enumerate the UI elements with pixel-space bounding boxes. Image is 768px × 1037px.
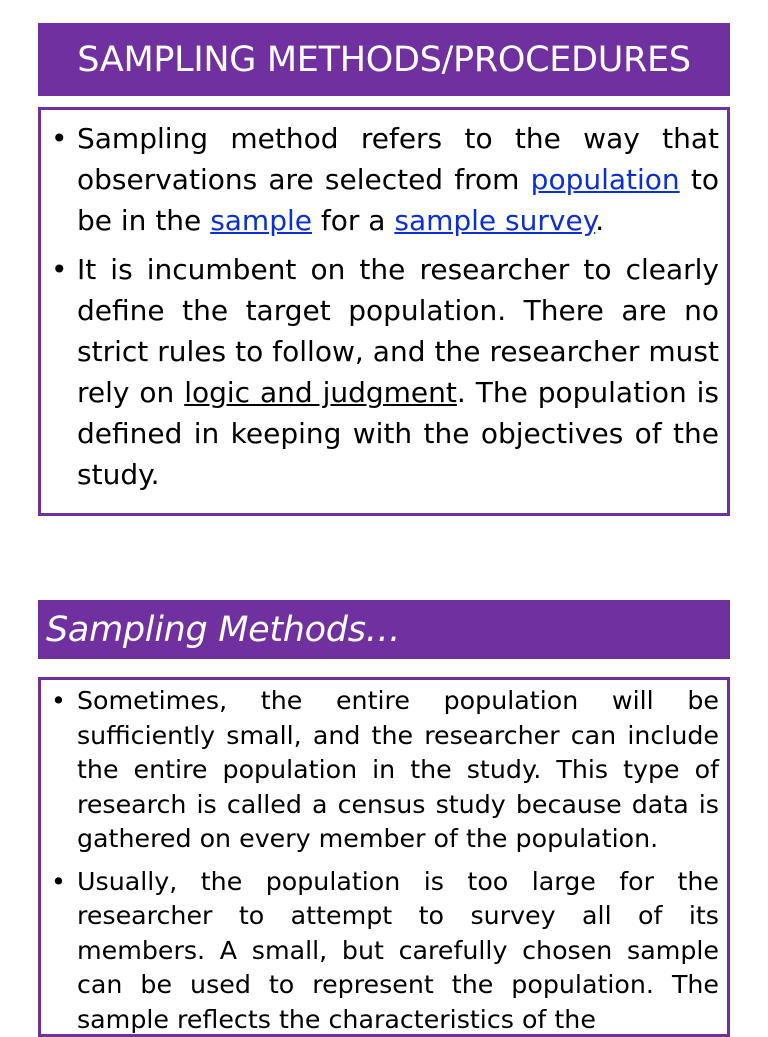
bullet-icon: •: [49, 118, 77, 241]
slide2-title-banner: [38, 600, 730, 659]
sample-survey-link[interactable]: sample survey: [394, 204, 595, 237]
text-run: .: [595, 204, 604, 237]
slide2-bullet-2: [49, 865, 719, 1037]
text-run: to be in the: [77, 163, 719, 237]
slide1-content-box: [38, 107, 730, 516]
slide1-bullet-2-text: [77, 249, 719, 495]
slide1-title-banner: [38, 23, 730, 96]
text-run: Sampling method refers to the way that observations are selected from: [77, 122, 719, 196]
sample-link[interactable]: sample: [210, 204, 312, 237]
population-link[interactable]: population: [531, 163, 680, 196]
bullet-icon: •: [49, 249, 77, 495]
bullet-icon: •: [49, 865, 77, 1037]
slide2-content-box: [38, 677, 730, 1037]
text-run: . The population is defined in keeping with the objectives of the study.: [77, 376, 719, 491]
slide1-title: SAMPLING METHODS/PROCEDURES: [77, 40, 691, 80]
bullet-icon: •: [49, 684, 77, 857]
slide2-bullet-2-text: Usually, the population is too large for the researcher to attempt to survey all of its members. A small, but carefully chosen sample can be used to represent the population. The sample reflects the characteristics of the: [77, 865, 719, 1037]
text-run: It is incumbent on the researcher to clearly define the target population. There are no strict rules to follow, and the researcher must rely on: [77, 253, 719, 409]
slide1-bullet-1: [49, 118, 719, 241]
slide2-bullet-1: [49, 684, 719, 857]
logic-judgment-underlined: logic and judgment: [184, 376, 457, 409]
slide1-bullet-2: [49, 249, 719, 495]
slide2-title: Sampling Methods…: [46, 610, 400, 650]
slide2-bullet-1-text: Sometimes, the entire population will be sufficiently small, and the researcher can include the entire population in the study. This type of research is called a census study because data is gathered on every member of the population.: [77, 684, 719, 857]
slide1-bullet-1-text: [77, 118, 719, 241]
text-run: for a: [312, 204, 394, 237]
